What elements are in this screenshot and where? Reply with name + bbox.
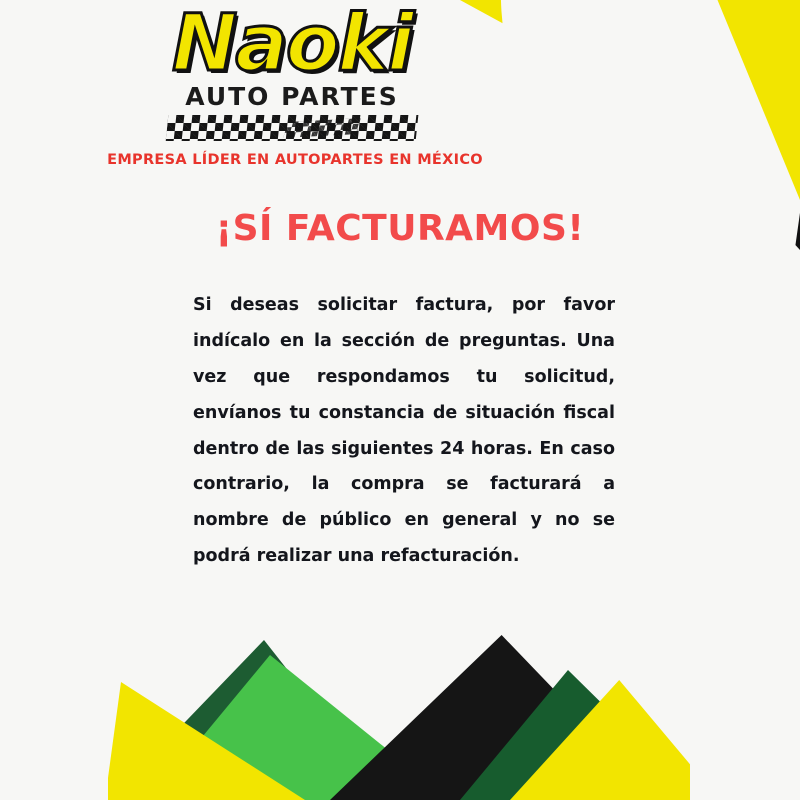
bottom-left-margin (0, 600, 108, 800)
brand-name: Naoki (171, 0, 413, 89)
brand-logo (112, 0, 472, 141)
brand-subtitle: AUTO PARTES (185, 81, 399, 111)
page-title: ¡SÍ FACTURAMOS! (215, 208, 585, 249)
bottom-decoration (0, 610, 800, 800)
brand-tagline: EMPRESA LÍDER EN AUTOPARTES EN MÉXICO (107, 152, 483, 168)
body-paragraph: Si deseas solicitar factura, por favor indícalo en la sección de preguntas. Una vez que respondamos tu solicitud, envíanos tu constancia de situación fiscal dentro de las siguientes 24 horas. En caso contrario, la compra se facturará a nombre de público en general y no se podrá realizar una refacturación. (193, 295, 615, 567)
bottom-right-margin (690, 600, 800, 800)
